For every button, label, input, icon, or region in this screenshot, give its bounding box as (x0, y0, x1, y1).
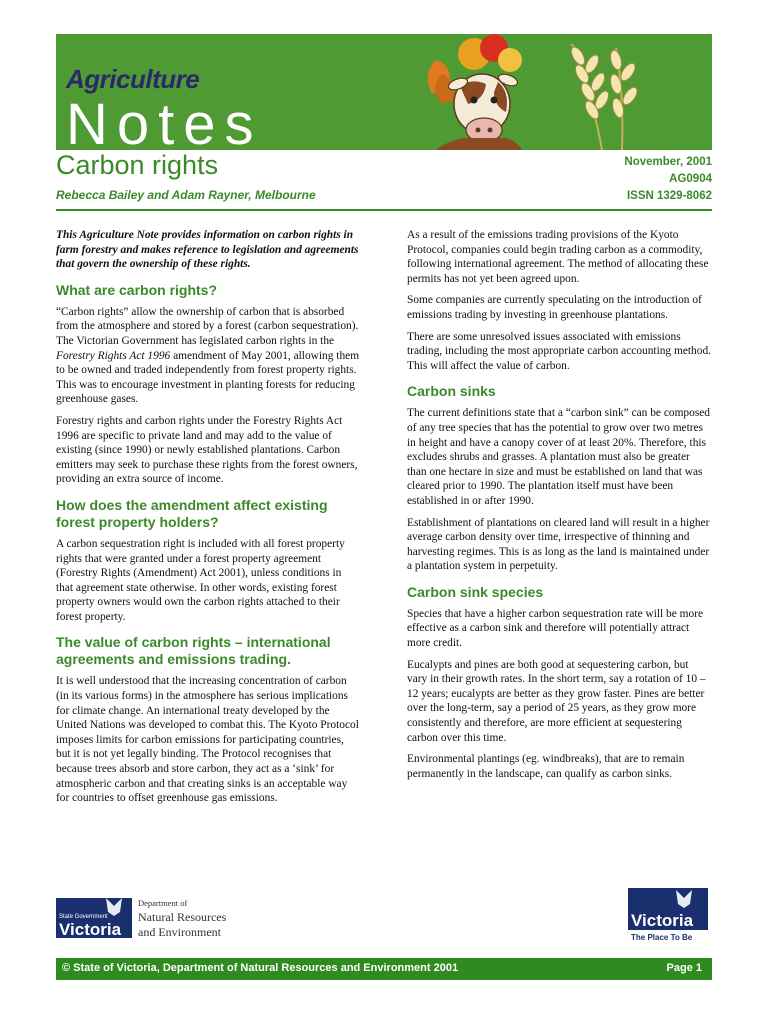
left-column (56, 228, 360, 813)
paragraph: Forestry rights and carbon rights under the Forestry Rights Act 1996 are specific to private land and may add to the value of existing (since 1990) or newly established plantations. Carbon emitters may seek to purchase these rights from the forest owners, providing an extra source of income. (56, 414, 358, 486)
page-number: Page 1 (666, 962, 702, 974)
notes-wordmark: Notes (66, 92, 263, 150)
act-title: Forestry Rights Act 1996 (56, 349, 171, 362)
header-banner (56, 34, 712, 150)
heading-what-are-carbon-rights: What are carbon rights? (56, 281, 218, 298)
text-run: “Carbon rights” allow the ownership of carbon that is absorbed from the atmosphere and stored by a forest (carbon sequestration). The Victorian Government has legislated carbon rights in the (56, 305, 359, 347)
farm-illustration-icon (402, 34, 642, 150)
dnre-logo (56, 894, 246, 942)
paragraph (56, 305, 360, 407)
victoria-right-text: Victoria (631, 911, 694, 930)
text-run: amendment of May 2001, allowing them to be owned and traded independently from forest property rights. This was to encourage investment in planting forests for reducing greenhouse gases. (56, 349, 360, 406)
document-meta (624, 154, 712, 205)
dept-line-1: Department of (138, 898, 188, 908)
header-divider (56, 209, 712, 211)
copyright-text: © State of Victoria, Department of Natural Resources and Environment 2001 (62, 962, 459, 974)
paragraph: Some companies are currently speculating on the introduction of emissions trading by investing in greenhouse plantations. (407, 294, 702, 321)
state-government-text: State Government (59, 914, 108, 920)
paragraph: Eucalypts and pines are both good at sequestering carbon, but vary in their growth rates. In the short term, say a rotation of 10 – 12 years; eucalypts are better as they grow faster. Pines are better over the long-term, say a period of 25 years, as they grow more consistently and therefore, are more efficient at sequestering carbon over this time. (407, 658, 706, 744)
paragraph: The current definitions state that a “carbon sink” can be composed of any tree species that has the potential to grow over two metres in height and have a canopy cover of at least 20%. Therefore, this excludes shrubs and grasses. A plantation must also be greater than one hectare in size and must be established on land that was cleared prior to 1990. The plantation itself must have been established in or after 1990. (407, 407, 711, 507)
publication-date: November, 2001 (624, 156, 712, 168)
paragraph: Environmental plantings (eg. windbreaks), that are to remain permanently in the landscape, can qualify as carbon sinks. (407, 753, 685, 780)
paragraph: It is well understood that the increasing concentration of carbon (in its various forms) in the atmosphere has serious implications for climate change. An international treaty developed by the United Nations was developed to combat this. The Kyoto Protocol imposes limits for carbon emissions for participating countries, but it is not yet legally binding. The Protocol recognises that because trees absorb and store carbon, they act as a ‘sink’ for atmospheric carbon and that creating sinks is an acceptable way for countries to offset greenhouse gas emissions. (56, 675, 359, 805)
paragraph: Species that have a higher carbon sequestration rate will be more effective as a carbon sink and therefore will potentially attract more credit. (407, 607, 704, 650)
paragraph: There are some unresolved issues associated with emissions trading, including the most appropriate carbon accounting method. This will affect the value of carbon. (407, 330, 711, 372)
document-authors: Rebecca Bailey and Adam Rayner, Melbourne (56, 188, 316, 202)
issn-number: ISSN 1329-8062 (626, 190, 712, 202)
document-title: Carbon rights (56, 150, 219, 180)
paragraph: As a result of the emissions trading provisions of the Kyoto Protocol, companies could begin trading carbon as a commodity, following international agreement. The method of allocating these permits has not yet been agreed upon. (407, 229, 709, 285)
tagline-text: The Place To Be (631, 933, 693, 942)
intro-paragraph: This Agriculture Note provides information on carbon rights in farm forestry and makes reference to legislation and agreements that govern the ownership of these rights. (56, 229, 359, 271)
dept-line-3: and Environment (138, 925, 221, 939)
paragraph: Establishment of plantations on cleared land will result in a higher average carbon density over time, irrespective of thinning and harvesting regimes. This is as long as the land is maintained under a plantation system in perpetuity. (407, 516, 710, 573)
document-code: AG0904 (669, 173, 712, 185)
heading-amendment-effect: How does the amendment affect existing forest property holders? (56, 496, 328, 530)
paragraph: A carbon sequestration right is included with all forest property rights that were granted under a forest property agreement (Forestry Rights (Amendment) Act 2001), unless conditions in that agreement state otherwise. In other words, existing forest property owners would own the carbon rights attached to their forest property. (56, 537, 345, 623)
dept-line-2: Natural Resources (138, 910, 227, 924)
footer-bar (56, 958, 712, 980)
victoria-text: Victoria (59, 920, 122, 939)
heading-carbon-sinks: Carbon sinks (407, 383, 496, 400)
victoria-logo (628, 888, 708, 942)
heading-value-of-carbon-rights: The value of carbon rights – international agreements and emissions trading. (56, 634, 331, 668)
heading-carbon-sink-species: Carbon sink species (407, 583, 544, 600)
series-title: Agriculture (66, 64, 200, 94)
right-column (407, 228, 711, 788)
